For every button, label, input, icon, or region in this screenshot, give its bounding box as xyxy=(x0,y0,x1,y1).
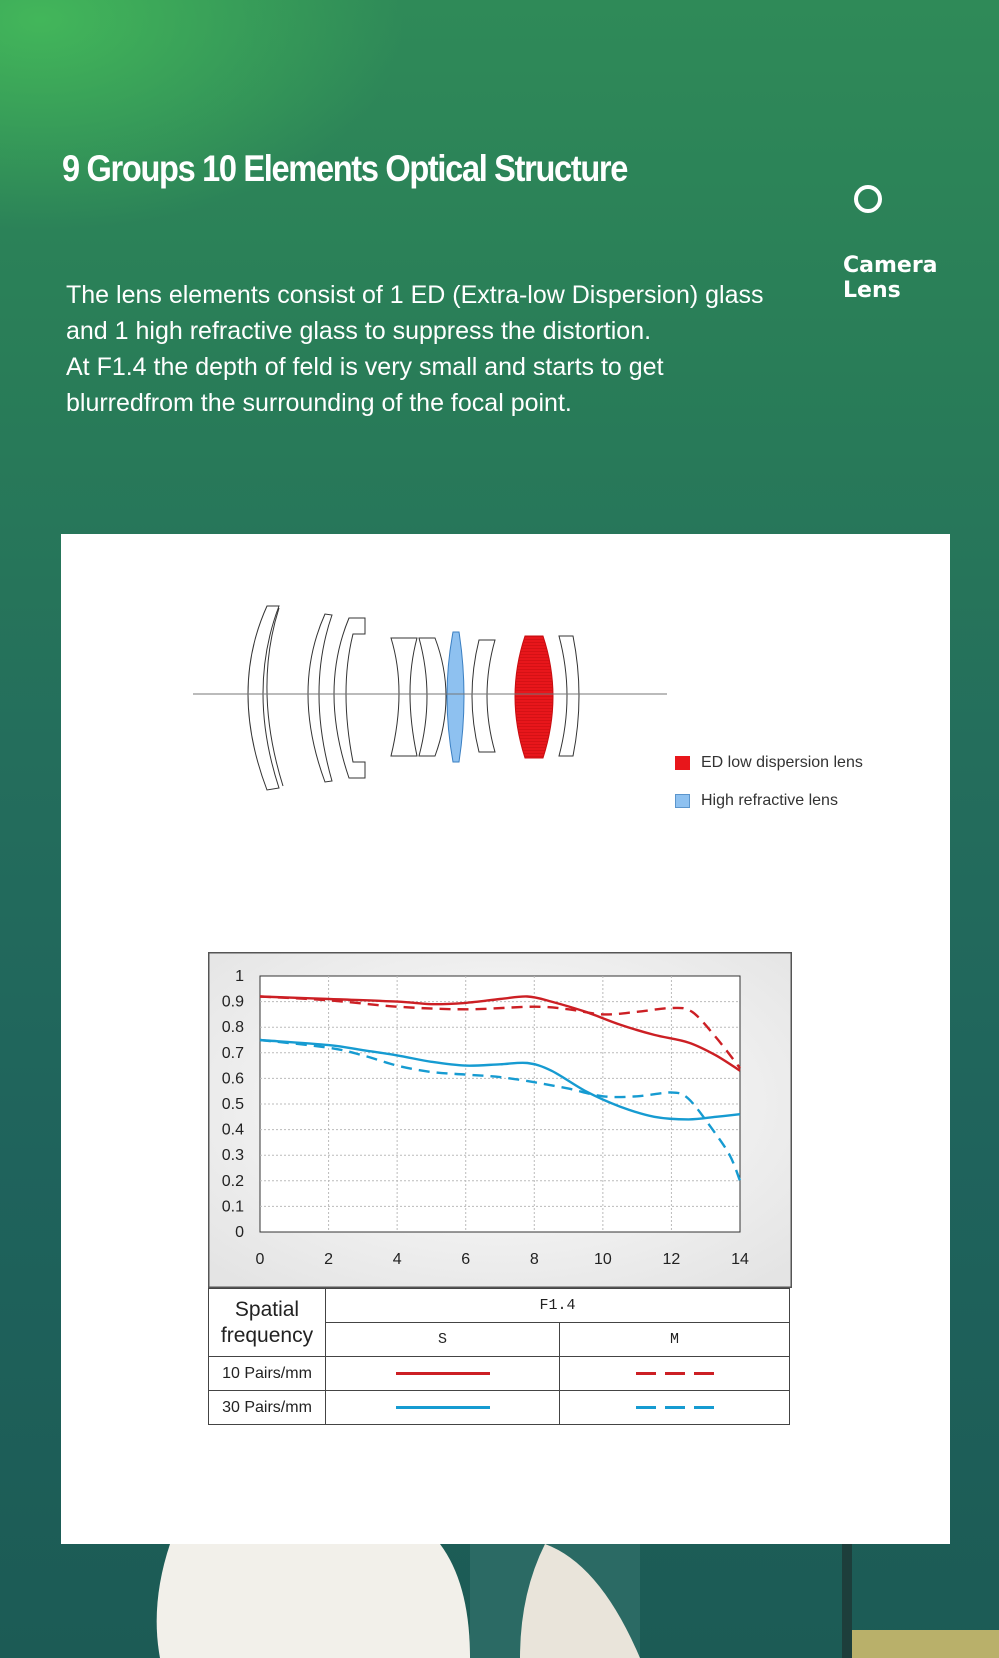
y-tick-label: 0.7 xyxy=(221,1044,244,1062)
y-tick-label: 1 xyxy=(235,968,244,985)
legend-ed xyxy=(675,754,863,772)
x-tick-label: 14 xyxy=(731,1251,749,1268)
y-tick-label: 0.3 xyxy=(221,1147,244,1165)
hr-swatch xyxy=(675,794,690,808)
lens-element xyxy=(334,618,365,778)
content-card xyxy=(61,534,950,1544)
y-tick-label: 0 xyxy=(235,1224,244,1241)
y-tick-label: 0.1 xyxy=(221,1198,244,1216)
lens-element xyxy=(267,608,283,786)
y-tick-label: 0.9 xyxy=(221,993,244,1011)
row-10-label: 10 Pairs/mm xyxy=(209,1357,326,1391)
circle-outline-icon xyxy=(854,185,882,213)
legend-high-refractive xyxy=(675,792,838,810)
spatial-label: Spatial xyxy=(234,1297,300,1321)
description-line: and 1 high refractive glass to suppress the distortion. xyxy=(66,317,652,345)
x-tick-label: 10 xyxy=(593,1251,612,1268)
y-tick-label: 0.4 xyxy=(221,1121,244,1139)
row-10-m-sample xyxy=(560,1357,790,1391)
description-line: blurredfrom the surrounding of the focal point. xyxy=(66,389,572,417)
sagittal-header: S xyxy=(326,1323,560,1357)
description-line: The lens elements consist of 1 ED (Extra-low Dispersion) glass xyxy=(66,281,764,309)
y-tick-label: 0.8 xyxy=(221,1019,244,1037)
x-tick-label: 6 xyxy=(461,1251,471,1268)
y-tick-label: 0.2 xyxy=(221,1172,244,1190)
x-tick-label: 8 xyxy=(529,1251,539,1268)
mtf-chart xyxy=(208,952,792,1288)
description xyxy=(66,277,806,421)
description-line: At F1.4 the depth of feld is very small and starts to get xyxy=(66,353,664,381)
high-refractive-element xyxy=(447,632,464,762)
lens-element xyxy=(472,640,495,752)
background-photo-strip xyxy=(0,1544,999,1658)
legend-hr-label: High refractive lens xyxy=(701,792,838,809)
y-tick-label: 0.6 xyxy=(221,1070,244,1088)
y-tick-label: 0.5 xyxy=(221,1096,244,1113)
mtf-legend-table xyxy=(208,1288,790,1425)
x-tick-label: 2 xyxy=(324,1251,334,1268)
meridional-header: M xyxy=(560,1323,790,1357)
aperture-header: F1.4 xyxy=(326,1289,790,1323)
x-tick-label: 12 xyxy=(662,1251,681,1268)
x-tick-label: 0 xyxy=(255,1251,265,1268)
frequency-label: frequency xyxy=(220,1323,314,1347)
lens-element xyxy=(248,606,279,790)
row-30-s-sample xyxy=(326,1391,560,1425)
row-10-s-sample xyxy=(326,1357,560,1391)
badge-line-lens: Lens xyxy=(843,278,901,303)
lens-element xyxy=(391,638,417,756)
camera-lens-badge xyxy=(843,253,963,303)
row-30-label: 30 Pairs/mm xyxy=(209,1391,326,1425)
spatial-frequency-header xyxy=(209,1289,326,1357)
legend-ed-label: ED low dispersion lens xyxy=(701,754,863,771)
ed-swatch xyxy=(675,756,690,770)
lens-element xyxy=(308,614,332,782)
badge-line-camera: Camera xyxy=(843,253,938,278)
ed-element xyxy=(515,636,553,758)
lens-element xyxy=(419,638,446,756)
page-title: 9 Groups 10 Elements Optical Structure xyxy=(62,148,628,189)
row-30-m-sample xyxy=(560,1391,790,1425)
lens-element xyxy=(559,636,579,756)
x-tick-label: 4 xyxy=(392,1251,402,1268)
